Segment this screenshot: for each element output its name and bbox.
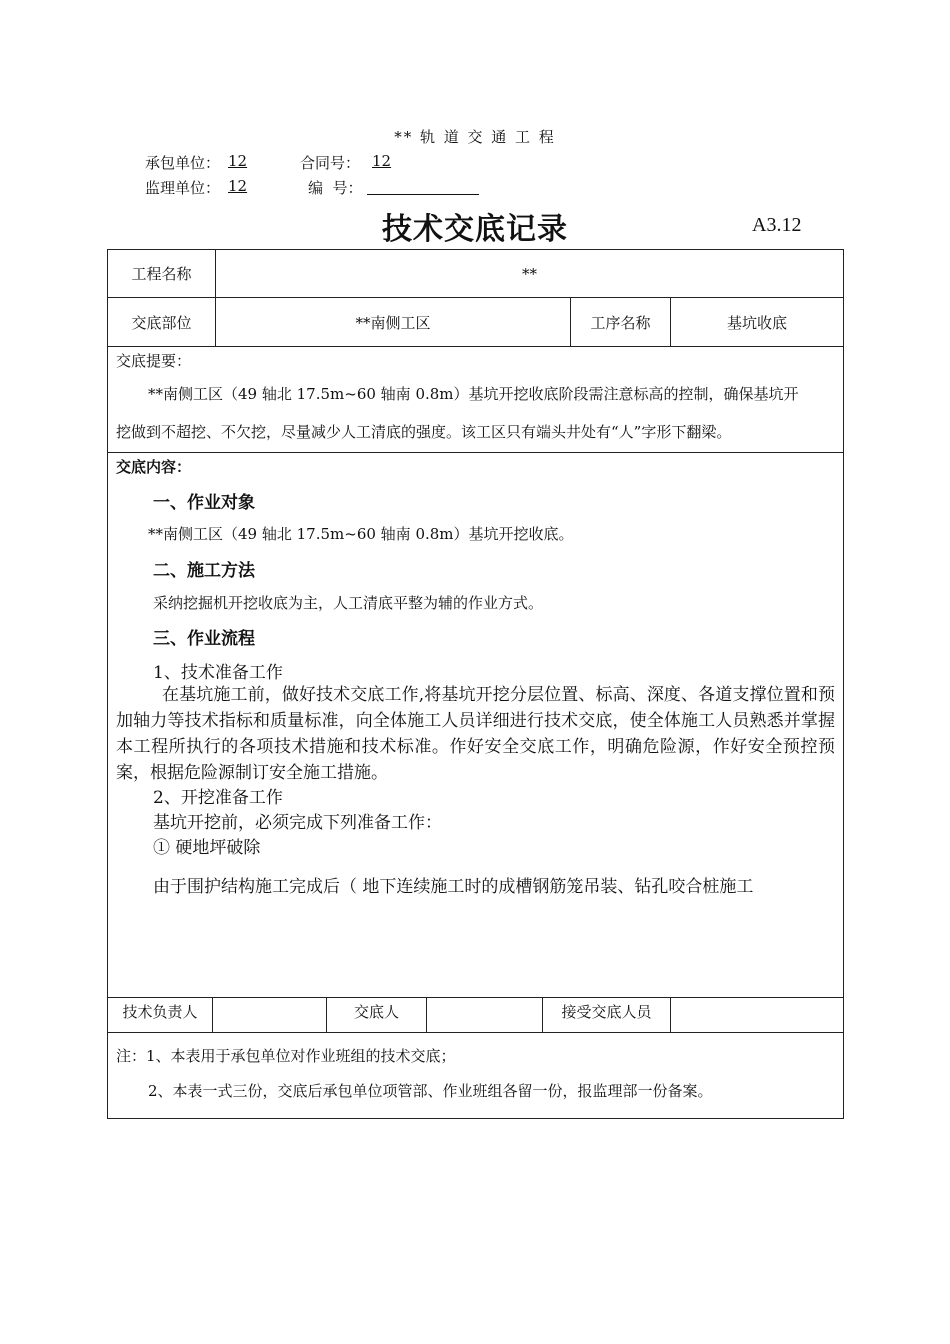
section-1-text: **南侧工区（49 轴北 17.5m~60 轴南 0.8m）基坑开挖收底。 (148, 525, 574, 543)
tech-lead-label: 技术负责人 (122, 1003, 198, 1021)
supervisor-label: 监理单位： (145, 179, 221, 197)
contractor-label: 承包单位： (145, 154, 221, 172)
form-code: A3.12 (752, 214, 802, 236)
location-value: **南侧工区 (355, 313, 431, 332)
step-2-item-text: 由于围护结构施工完成后（ 地下连续施工时的成槽钢筋笼吊装、钻孔咬合桩施工 (153, 877, 754, 897)
summary-label: 交底提要： (116, 352, 192, 370)
summary-line-1: **南侧工区（49 轴北 17.5m~60 轴南 0.8m）基坑开挖收底阶段需注意标高的控制，确保基坑开 (148, 385, 799, 403)
step-2-title: 2、开挖准备工作 (153, 788, 283, 808)
supervisor-value: 12 (228, 177, 248, 195)
summary-line-2: 挖做到不超挖、不欠挖，尽量减少人工清底的强度。该工区只有端头井处有“人”字形下翻梁。 (116, 423, 732, 441)
contract-no-label: 合同号： (300, 154, 361, 172)
step-1-title: 1、技术准备工作 (153, 663, 283, 683)
note-1: 注：1、本表用于承包单位对作业班组的技术交底； (116, 1047, 456, 1065)
location-label: 交底部位 (131, 313, 192, 332)
content-label: 交底内容： (116, 458, 192, 476)
receiver-label: 接受交底人员 (561, 1003, 652, 1021)
step-2-text: 基坑开挖前，必须完成下列准备工作： (153, 813, 442, 833)
section-1-title: 一、作业对象 (153, 493, 255, 513)
step-2-item: ① 硬地坪破除 (153, 838, 261, 858)
project-name-label: 工程名称 (131, 265, 192, 283)
process-label: 工序名称 (590, 313, 651, 332)
number-label: 编 号： (308, 179, 363, 197)
briefer-label: 交底人 (353, 1003, 399, 1021)
section-3-title: 三、作业流程 (153, 629, 255, 649)
project-heading: ** 轨 道 交 通 工 程 (394, 128, 556, 146)
section-2-title: 二、施工方法 (153, 561, 255, 581)
section-2-text: 采纳挖掘机开挖收底为主，人工清底平整为辅的作业方式。 (153, 594, 544, 612)
step-1-text: 在基坑施工前，做好技术交底工作,将基坑开挖分层位置、标高、深度、各道支撑位置和预加轴力等技术指标和质量标准，向全体施工人员详细进行技术交底，使全体施工人员熟悉并掌握本工程所执行的各项技术措施和技术标准。作好安全交底工作，明确危险源，作好安全预控预案，根据危险源制订安全施工措施。 (116, 685, 835, 783)
number-field (367, 177, 479, 195)
note-2: 2、本表一式三份，交底后承包单位项管部、作业班组各留一份，报监理部一份备案。 (148, 1082, 713, 1100)
contract-no-value: 12 (372, 152, 392, 170)
process-value: 基坑收底 (726, 313, 787, 332)
page-title: 技术交底记录 (382, 212, 568, 247)
project-name-value: ** (522, 264, 537, 283)
contractor-value: 12 (228, 152, 248, 170)
